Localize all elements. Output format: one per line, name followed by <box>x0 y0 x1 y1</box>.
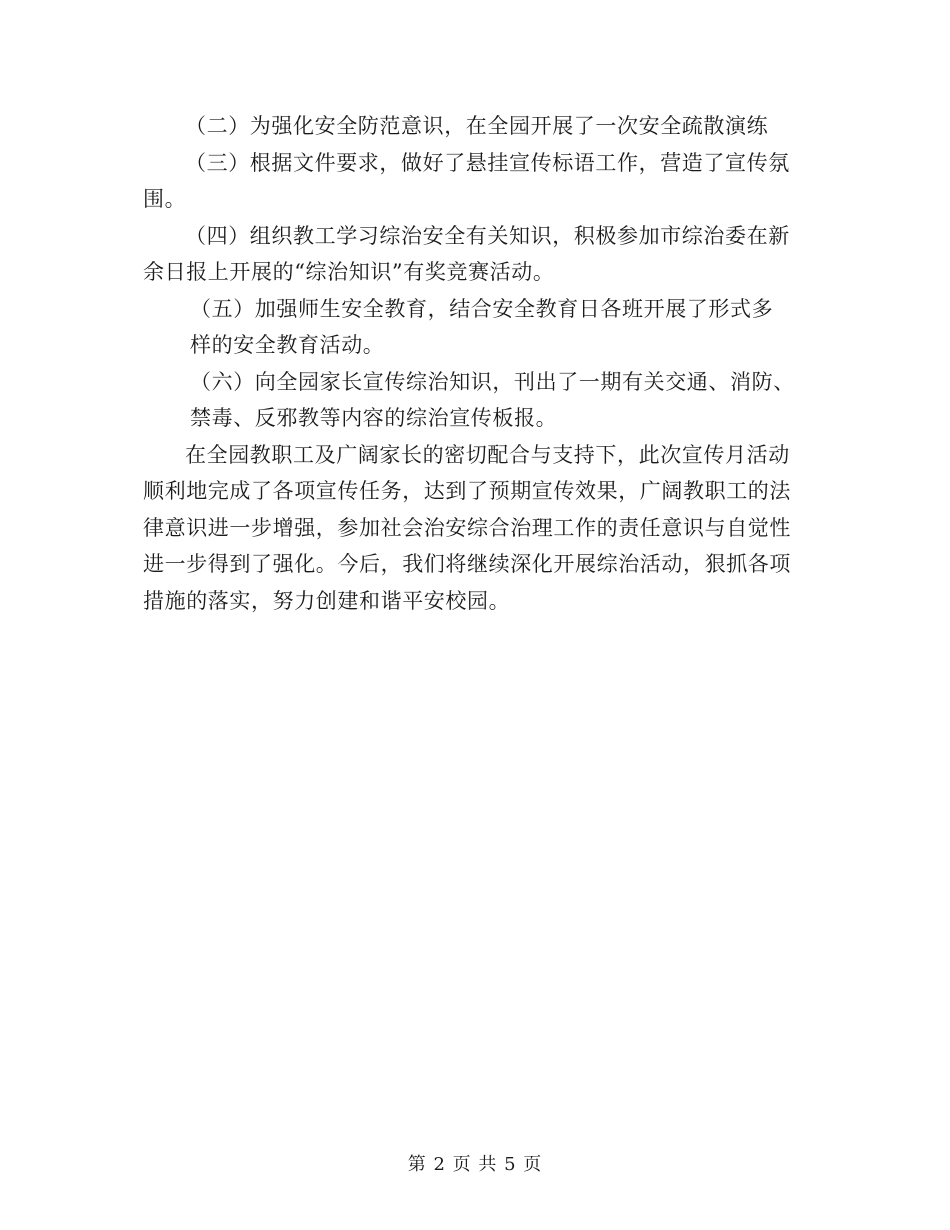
paragraph-line: （三）根据文件要求，做好了悬挂宣传标语工作，营造了宣传氛 <box>185 150 790 175</box>
paragraph-line: 余日报上开展的“综治知识”有奖竞赛活动。 <box>143 260 555 284</box>
paragraph-line: 措施的落实，努力创建和谐平安校园。 <box>143 588 511 613</box>
paragraph-line: 样的安全教育活动。 <box>190 333 385 357</box>
paragraph-line: （四）组织教工学习综治安全有关知识，积极参加市综治委在新 <box>185 223 790 248</box>
paragraph-line: 禁毒、反邪教等内容的综治宣传板报。 <box>190 406 558 430</box>
paragraph-line: 律意识进一步增强，参加社会治安综合治理工作的责任意识与自觉性 <box>143 515 791 540</box>
paragraph-line: （六）向全园家长宣传综治知识，刊出了一期有关交通、消防、 <box>190 369 795 394</box>
paragraph-line: 顺利地完成了各项宣传任务，达到了预期宣传效果，广阔教职工的法 <box>143 479 791 503</box>
paragraph-line: 围。 <box>143 187 187 211</box>
paragraph-line: （五）加强师生安全教育，结合安全教育日各班开展了形式多 <box>190 296 774 321</box>
paragraph-line: 在全园教职工及广阔家长的密切配合与支持下，此次宣传月活动 <box>185 442 790 467</box>
page-number-footer: 第 2 页 共 5 页 <box>407 1154 543 1175</box>
paragraph-line: 进一步得到了强化。今后，我们将继续深化开展综治活动，狠抓各项 <box>143 552 791 576</box>
paragraph-line: （二）为强化安全防范意识，在全园开展了一次安全疏散演练 <box>185 114 769 138</box>
document-body <box>143 108 803 619</box>
